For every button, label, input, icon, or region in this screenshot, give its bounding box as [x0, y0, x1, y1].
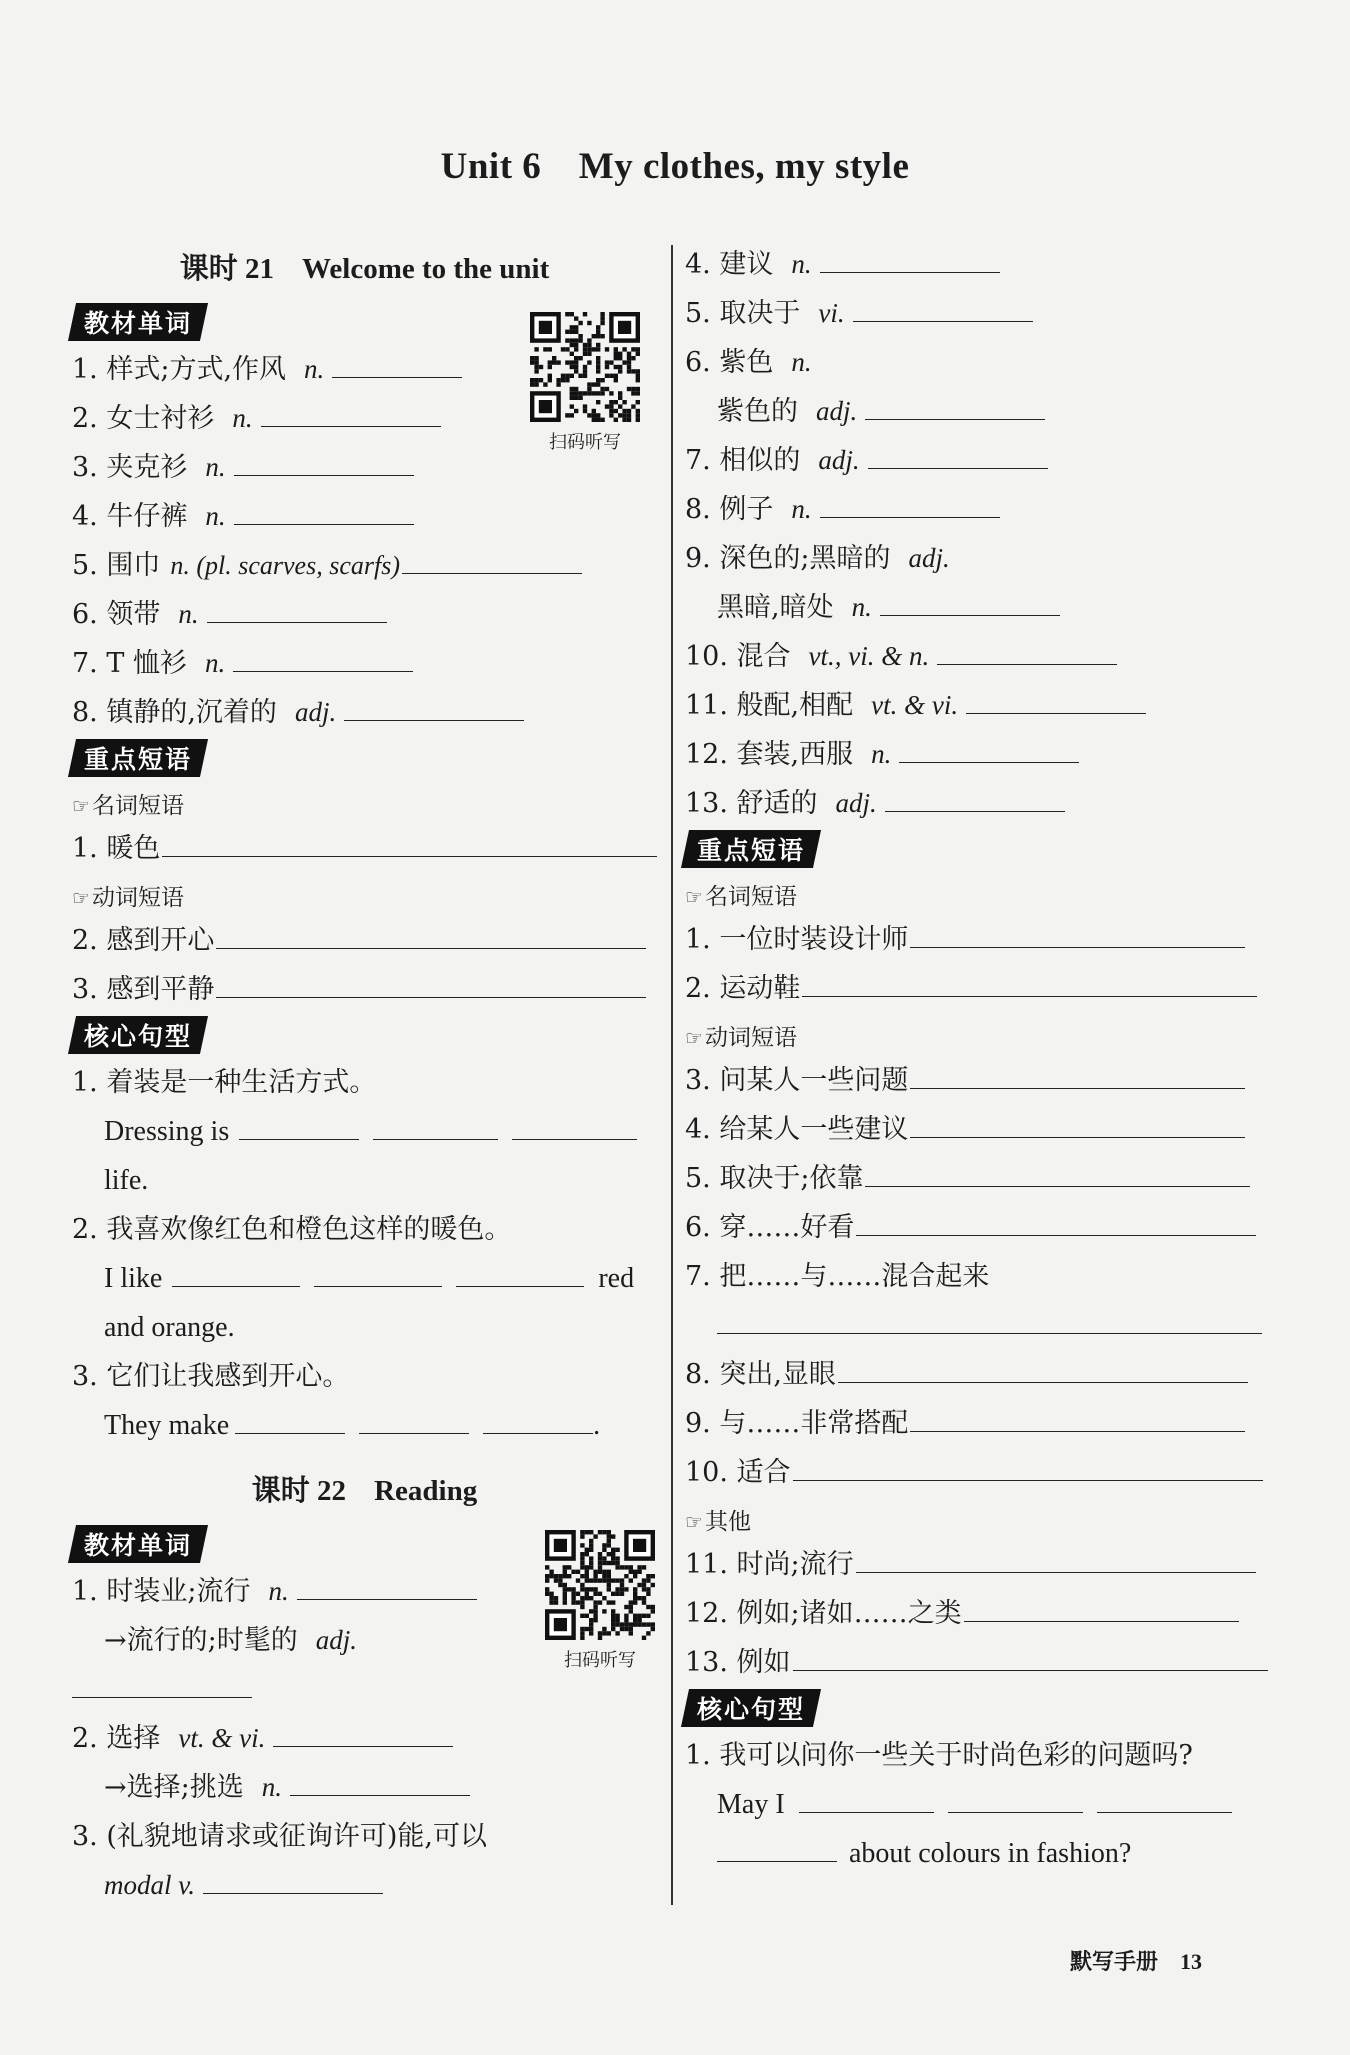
- answer-blank[interactable]: [239, 1109, 359, 1140]
- word-item: 9. 深色的;黑暗的 adj.: [685, 543, 950, 574]
- phrase-item: 6. 穿……好看: [685, 1203, 1270, 1252]
- page-footer: [1070, 1945, 1202, 1976]
- phrase-item: 1. 一位时装设计师: [685, 915, 1270, 964]
- sentence-en-cont: and orange.: [104, 1312, 235, 1343]
- answer-blank[interactable]: [865, 1156, 1250, 1187]
- phrase-item: 5. 取决于;依靠: [685, 1154, 1270, 1203]
- sentence-en: I like red: [72, 1254, 657, 1303]
- answer-blank[interactable]: [172, 1256, 300, 1287]
- word-item: 11. 般配,相配 vt. & vi.: [685, 681, 1270, 730]
- sentence-en: Dressing is: [72, 1107, 657, 1156]
- word-item: 黑暗,暗处 n.: [685, 583, 1270, 632]
- answer-blank[interactable]: [402, 543, 582, 574]
- answer-blank[interactable]: [359, 1403, 469, 1434]
- word-item: 8. 镇静的,沉着的 adj.: [72, 688, 657, 737]
- qr-code-22[interactable]: [545, 1530, 655, 1672]
- answer-blank[interactable]: [373, 1109, 498, 1140]
- answer-blank[interactable]: [793, 1450, 1263, 1481]
- word-item: 3. (礼貌地请求或征询许可)能,可以: [72, 1821, 487, 1852]
- answer-blank[interactable]: [261, 396, 441, 427]
- answer-blank[interactable]: [235, 1403, 345, 1434]
- word-item: 3. 夹克衫 n.: [72, 443, 657, 492]
- answer-blank[interactable]: [483, 1403, 593, 1434]
- book-name: 默写手册: [1070, 1950, 1159, 1975]
- answer-blank[interactable]: [865, 389, 1045, 420]
- answer-blank[interactable]: [868, 438, 1048, 469]
- sentence-en: May I: [685, 1780, 1270, 1829]
- answer-blank[interactable]: [332, 347, 462, 378]
- pointing-hand-icon: ☞: [72, 794, 90, 818]
- word-item: 10. 混合 vt., vi. & n.: [685, 632, 1270, 681]
- answer-blank[interactable]: [966, 683, 1146, 714]
- answer-blank[interactable]: [910, 917, 1245, 948]
- answer-blank[interactable]: [856, 1542, 1256, 1573]
- sentence-en-cont: about colours in fashion?: [685, 1829, 1270, 1878]
- answer-blank[interactable]: [344, 690, 524, 721]
- answer-blank[interactable]: [937, 634, 1117, 665]
- answer-blank[interactable]: [207, 592, 387, 623]
- sentence-en-cont: life.: [104, 1165, 149, 1196]
- answer-blank[interactable]: [234, 445, 414, 476]
- qr-label: 扫码听写: [549, 432, 621, 453]
- phrase-item: 1. 暖色: [72, 824, 657, 873]
- word-item: 2. 选择 vt. & vi.: [72, 1714, 657, 1763]
- answer-blank[interactable]: [314, 1256, 442, 1287]
- unit-title: Unit 6 My clothes, my style: [440, 146, 910, 187]
- word-item: 5. 取决于 vi.: [685, 289, 1270, 338]
- phrase-item: 11. 时尚;流行: [685, 1540, 1270, 1589]
- phrase-item: 3. 问某人一些问题: [685, 1056, 1270, 1105]
- answer-blank[interactable]: [820, 487, 1000, 518]
- answer-blank[interactable]: [162, 826, 657, 857]
- word-item: 13. 舒适的 adj.: [685, 779, 1270, 828]
- word-item: →选择;挑选 n.: [72, 1763, 657, 1812]
- answer-blank[interactable]: [793, 1640, 1268, 1671]
- word-item: 7. T 恤衫 n.: [72, 639, 657, 688]
- qr-label: 扫码听写: [564, 1650, 636, 1671]
- answer-blank[interactable]: [717, 1831, 837, 1862]
- word-item: 8. 例子 n.: [685, 485, 1270, 534]
- phrase-item: 10. 适合: [685, 1448, 1270, 1497]
- sentence-cn: 2. 我喜欢像红色和橙色这样的暖色。: [72, 1214, 512, 1245]
- qr-code-21[interactable]: [530, 312, 640, 454]
- page-number: 13: [1180, 1949, 1203, 1974]
- pointing-hand-icon: ☞: [685, 885, 703, 909]
- word-item-blank: [72, 1665, 657, 1714]
- section-badge-words: 教材单词: [68, 1525, 208, 1563]
- answer-blank[interactable]: [964, 1591, 1239, 1622]
- section-badge-sentences: 核心句型: [68, 1016, 208, 1054]
- section-badge-phrases: 重点短语: [68, 739, 208, 777]
- sentence-cn: 1. 我可以问你一些关于时尚色彩的问题吗?: [685, 1740, 1193, 1771]
- phrase-item-blank: [685, 1301, 1270, 1350]
- answer-blank[interactable]: [234, 494, 414, 525]
- phrase-item: 12. 例如;诸如……之类: [685, 1589, 1270, 1638]
- phrase-item: 3. 感到平静: [72, 965, 657, 1014]
- qr-code-icon: [530, 312, 640, 422]
- sub-heading-noun: ☞名词短语: [72, 793, 184, 819]
- word-item: 紫色的 adj.: [685, 387, 1270, 436]
- column-divider: [671, 245, 673, 1905]
- lesson-number: 课时 22: [251, 1475, 347, 1507]
- answer-blank[interactable]: [216, 967, 646, 998]
- sub-heading-verb: ☞动词短语: [685, 1025, 797, 1051]
- word-item: 7. 相似的 adj.: [685, 436, 1270, 485]
- answer-blank[interactable]: [216, 918, 646, 949]
- answer-blank[interactable]: [72, 1667, 252, 1698]
- answer-blank[interactable]: [910, 1058, 1245, 1089]
- answer-blank[interactable]: [799, 1782, 934, 1813]
- word-item: 4. 牛仔裤 n.: [72, 492, 657, 541]
- answer-blank[interactable]: [899, 732, 1079, 763]
- pointing-hand-icon: ☞: [685, 1026, 703, 1050]
- lesson-number: 课时 21: [179, 253, 274, 285]
- answer-blank[interactable]: [948, 1782, 1083, 1813]
- word-item: 2. 女士衬衫 n.: [72, 394, 657, 443]
- word-item: 4. 建议 n.: [685, 240, 1270, 289]
- answer-blank[interactable]: [297, 1569, 477, 1600]
- answer-blank[interactable]: [233, 641, 413, 672]
- lesson-name: Welcome to the unit: [302, 253, 550, 285]
- word-item: 12. 套装,西服 n.: [685, 730, 1270, 779]
- phrase-item: 7. 把……与……混合起来: [685, 1261, 990, 1292]
- sentence-cn: 1. 着装是一种生活方式。: [72, 1067, 377, 1098]
- answer-blank[interactable]: [880, 585, 1060, 616]
- lesson-21-heading: [72, 246, 657, 287]
- pointing-hand-icon: ☞: [72, 886, 90, 910]
- answer-blank[interactable]: [885, 781, 1065, 812]
- answer-blank[interactable]: [512, 1109, 637, 1140]
- answer-blank[interactable]: [910, 1401, 1245, 1432]
- phrase-item: 2. 感到开心: [72, 916, 657, 965]
- answer-blank[interactable]: [856, 1205, 1256, 1236]
- phrase-item: 13. 例如: [685, 1638, 1270, 1687]
- qr-code-icon: [545, 1530, 655, 1640]
- answer-blank[interactable]: [717, 1303, 1262, 1334]
- pointing-hand-icon: ☞: [685, 1510, 703, 1534]
- answer-blank[interactable]: [838, 1352, 1248, 1383]
- section-badge-words: 教材单词: [68, 303, 208, 341]
- answer-blank[interactable]: [910, 1107, 1245, 1138]
- sentence-cn: 3. 它们让我感到开心。: [72, 1361, 350, 1392]
- right-column: [685, 240, 1270, 1878]
- answer-blank[interactable]: [802, 966, 1257, 997]
- phrase-item: 4. 给某人一些建议: [685, 1105, 1270, 1154]
- word-item: 1. 时装业;流行 n.: [72, 1567, 657, 1616]
- section-badge-phrases: 重点短语: [681, 830, 821, 868]
- answer-blank[interactable]: [456, 1256, 584, 1287]
- sub-heading-other: ☞其他: [685, 1509, 751, 1535]
- answer-blank[interactable]: [853, 291, 1033, 322]
- lesson-22-heading: [72, 1468, 657, 1509]
- sentence-en: They make .: [72, 1401, 657, 1450]
- word-item: 5. 围巾 n. (pl. scarves, scarfs): [72, 541, 657, 590]
- sub-heading-noun: ☞名词短语: [685, 884, 797, 910]
- word-item: →流行的;时髦的 adj.: [104, 1625, 357, 1656]
- phrase-item: 8. 突出,显眼: [685, 1350, 1270, 1399]
- answer-blank[interactable]: [203, 1863, 383, 1894]
- answer-blank[interactable]: [290, 1765, 470, 1796]
- phrase-item: 2. 运动鞋: [685, 964, 1270, 1013]
- lesson-name: Reading: [374, 1475, 478, 1507]
- answer-blank[interactable]: [273, 1716, 453, 1747]
- word-item: 6. 领带 n.: [72, 590, 657, 639]
- phrase-item: 9. 与……非常搭配: [685, 1399, 1270, 1448]
- word-item: modal v.: [72, 1861, 657, 1910]
- word-item: 6. 紫色 n.: [685, 347, 812, 378]
- answer-blank[interactable]: [820, 242, 1000, 273]
- sub-heading-verb: ☞动词短语: [72, 885, 184, 911]
- section-badge-sentences: 核心句型: [681, 1689, 821, 1727]
- answer-blank[interactable]: [1097, 1782, 1232, 1813]
- word-item: 1. 样式;方式,作风 n.: [72, 345, 657, 394]
